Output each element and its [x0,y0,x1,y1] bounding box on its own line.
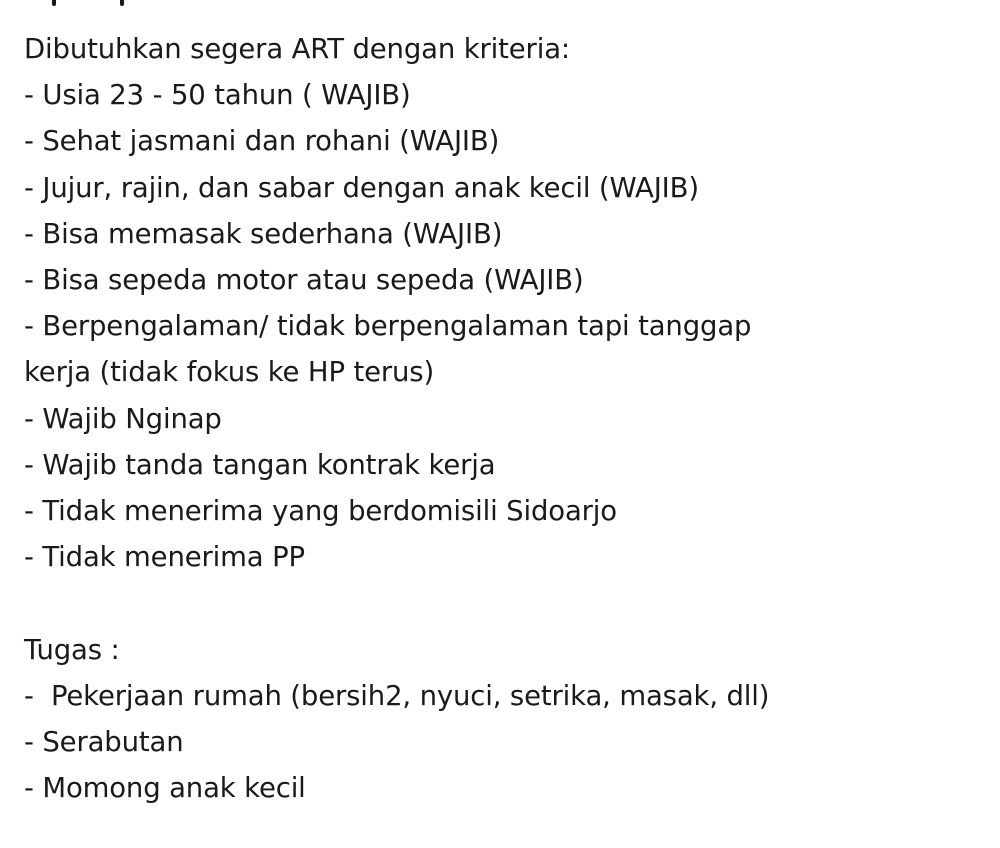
criteria-line: - Wajib Nginap [24,402,222,435]
criteria-line: kerja (tidak fokus ke HP terus) [24,356,435,389]
criteria-line: - Sehat jasmani dan rohani (WAJIB) [24,125,500,158]
task-line: - Momong anak kecil [24,772,306,805]
criteria-line: - Bisa memasak sederhana (WAJIB) [24,217,503,250]
job-posting-text [24,26,974,811]
task-line: - Serabutan [24,726,184,759]
cut-off-text-fragment [120,0,124,6]
criteria-line: - Berpengalaman/ tidak berpengalaman tapi tanggap [24,310,752,343]
blank-line [24,580,974,626]
criteria-line: - Jujur, rajin, dan sabar dengan anak kecil (WAJIB) [24,171,699,204]
task-line: - Pekerjaan rumah (bersih2, nyuci, setrika, masak, dll) [24,679,770,712]
criteria-line: - Tidak menerima yang berdomisili Sidoarjo [24,495,617,528]
tasks-heading: Tugas : [24,633,120,666]
criteria-line: - Wajib tanda tangan kontrak kerja [24,448,496,481]
cut-off-text-fragment [52,0,56,6]
criteria-line: - Usia 23 - 50 tahun ( WAJIB) [24,79,411,112]
criteria-line: - Tidak menerima PP [24,541,305,574]
criteria-line: - Bisa sepeda motor atau sepeda (WAJIB) [24,264,584,297]
intro-line: Dibutuhkan segera ART dengan kriteria: [24,33,571,65]
